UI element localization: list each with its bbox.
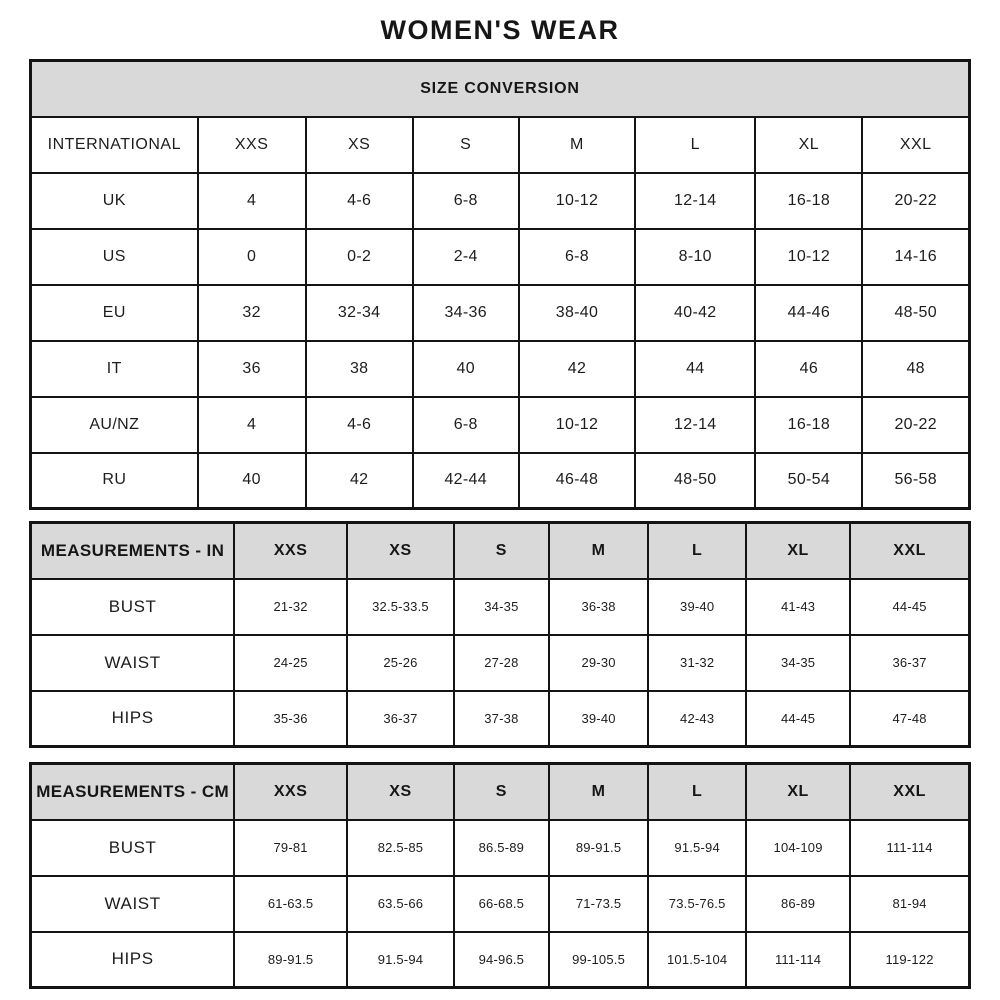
cell-value: 86.5-89: [454, 820, 549, 876]
size-header-l: L: [648, 764, 746, 820]
row-label: RU: [31, 453, 198, 509]
cell-value: 111-114: [746, 932, 850, 988]
size-header-l: L: [648, 523, 746, 579]
size-header-m: M: [549, 523, 649, 579]
cell-value: 94-96.5: [454, 932, 549, 988]
cell-value: 36-37: [347, 691, 454, 747]
cell-value: 71-73.5: [549, 876, 649, 932]
cell-value: 4: [198, 173, 306, 229]
row-label: BUST: [31, 579, 235, 635]
measurements-cm-table: [29, 762, 971, 989]
column-header-l: L: [635, 117, 755, 173]
cell-value: 111-114: [850, 820, 969, 876]
cell-value: 91.5-94: [648, 820, 746, 876]
cell-value: 119-122: [850, 932, 969, 988]
size-header-xs: XS: [347, 764, 454, 820]
row-label: WAIST: [31, 876, 235, 932]
cell-value: 0: [198, 229, 306, 285]
cell-value: 101.5-104: [648, 932, 746, 988]
measurements-cm-header: MEASUREMENTS - CM: [31, 764, 235, 820]
cell-value: 35-36: [234, 691, 347, 747]
table-row: [31, 285, 970, 341]
cell-value: 20-22: [862, 173, 969, 229]
cell-value: 25-26: [347, 635, 454, 691]
cell-value: 8-10: [635, 229, 755, 285]
size-header-s: S: [454, 523, 549, 579]
page-title: WOMEN'S WEAR: [380, 15, 620, 45]
column-header-xxl: XXL: [862, 117, 969, 173]
cell-value: 47-48: [850, 691, 969, 747]
cell-value: 32-34: [306, 285, 413, 341]
cell-value: 10-12: [519, 173, 635, 229]
table-row: [31, 932, 970, 988]
cell-value: 20-22: [862, 397, 969, 453]
column-header-xxs: XXS: [198, 117, 306, 173]
row-label: HIPS: [31, 932, 235, 988]
cell-value: 50-54: [755, 453, 862, 509]
cell-value: 42: [306, 453, 413, 509]
cell-value: 79-81: [234, 820, 347, 876]
column-header-international: INTERNATIONAL: [31, 117, 198, 173]
table-row: [31, 341, 970, 397]
cell-value: 44-45: [746, 691, 850, 747]
cell-value: 6-8: [413, 173, 519, 229]
cell-value: 46: [755, 341, 862, 397]
row-label: US: [31, 229, 198, 285]
size-conversion-columns-row: [31, 117, 970, 173]
cell-value: 24-25: [234, 635, 347, 691]
cell-value: 48: [862, 341, 969, 397]
cell-value: 10-12: [755, 229, 862, 285]
cell-value: 44-45: [850, 579, 969, 635]
table-row: [31, 635, 970, 691]
cell-value: 73.5-76.5: [648, 876, 746, 932]
size-header-xl: XL: [746, 764, 850, 820]
size-header-xxs: XXS: [234, 523, 347, 579]
cell-value: 104-109: [746, 820, 850, 876]
cell-value: 6-8: [413, 397, 519, 453]
cell-value: 61-63.5: [234, 876, 347, 932]
cell-value: 39-40: [648, 579, 746, 635]
table-row: [31, 229, 970, 285]
size-conversion-header: SIZE CONVERSION: [31, 61, 970, 117]
row-label: HIPS: [31, 691, 235, 747]
table-row: [31, 820, 970, 876]
cell-value: 21-32: [234, 579, 347, 635]
size-header-xl: XL: [746, 523, 850, 579]
table-row: [31, 453, 970, 509]
cell-value: 16-18: [755, 173, 862, 229]
cell-value: 40: [198, 453, 306, 509]
cell-value: 32: [198, 285, 306, 341]
row-label: WAIST: [31, 635, 235, 691]
cell-value: 6-8: [519, 229, 635, 285]
cell-value: 34-35: [454, 579, 549, 635]
table-row: [31, 173, 970, 229]
cell-value: 44: [635, 341, 755, 397]
cell-value: 40-42: [635, 285, 755, 341]
measurements-in-header: MEASUREMENTS - IN: [31, 523, 235, 579]
cell-value: 56-58: [862, 453, 969, 509]
cell-value: 99-105.5: [549, 932, 649, 988]
cell-value: 4-6: [306, 397, 413, 453]
size-conversion-banner-row: [31, 61, 970, 117]
row-label: UK: [31, 173, 198, 229]
size-header-xxl: XXL: [850, 764, 969, 820]
cell-value: 42: [519, 341, 635, 397]
column-header-s: S: [413, 117, 519, 173]
cell-value: 44-46: [755, 285, 862, 341]
measurements-in-body: [31, 579, 970, 747]
row-label: IT: [31, 341, 198, 397]
row-label: BUST: [31, 820, 235, 876]
table-row: [31, 691, 970, 747]
measurements-in-table: [29, 521, 971, 748]
cell-value: 38-40: [519, 285, 635, 341]
size-header-xs: XS: [347, 523, 454, 579]
cell-value: 42-43: [648, 691, 746, 747]
cell-value: 41-43: [746, 579, 850, 635]
cell-value: 32.5-33.5: [347, 579, 454, 635]
cell-value: 63.5-66: [347, 876, 454, 932]
cell-value: 46-48: [519, 453, 635, 509]
cell-value: 39-40: [549, 691, 649, 747]
cell-value: 48-50: [635, 453, 755, 509]
cell-value: 31-32: [648, 635, 746, 691]
cell-value: 36: [198, 341, 306, 397]
cell-value: 81-94: [850, 876, 969, 932]
cell-value: 16-18: [755, 397, 862, 453]
cell-value: 29-30: [549, 635, 649, 691]
cell-value: 4-6: [306, 173, 413, 229]
column-header-m: M: [519, 117, 635, 173]
size-header-s: S: [454, 764, 549, 820]
cell-value: 66-68.5: [454, 876, 549, 932]
size-conversion-body: [31, 173, 970, 509]
row-label: AU/NZ: [31, 397, 198, 453]
cell-value: 0-2: [306, 229, 413, 285]
cell-value: 12-14: [635, 173, 755, 229]
cell-value: 2-4: [413, 229, 519, 285]
cell-value: 14-16: [862, 229, 969, 285]
cell-value: 36-38: [549, 579, 649, 635]
table-row: [31, 397, 970, 453]
cell-value: 27-28: [454, 635, 549, 691]
cell-value: 42-44: [413, 453, 519, 509]
cell-value: 37-38: [454, 691, 549, 747]
cell-value: 34-36: [413, 285, 519, 341]
measurements-cm-body: [31, 820, 970, 988]
cell-value: 36-37: [850, 635, 969, 691]
size-header-m: M: [549, 764, 649, 820]
cell-value: 89-91.5: [549, 820, 649, 876]
cell-value: 48-50: [862, 285, 969, 341]
cell-value: 34-35: [746, 635, 850, 691]
cell-value: 91.5-94: [347, 932, 454, 988]
cell-value: 86-89: [746, 876, 850, 932]
column-header-xs: XS: [306, 117, 413, 173]
cell-value: 38: [306, 341, 413, 397]
measurements-cm-header-row: [31, 764, 970, 820]
cell-value: 82.5-85: [347, 820, 454, 876]
cell-value: 12-14: [635, 397, 755, 453]
cell-value: 89-91.5: [234, 932, 347, 988]
cell-value: 4: [198, 397, 306, 453]
size-conversion-table: [29, 59, 971, 510]
table-row: [31, 876, 970, 932]
measurements-in-header-row: [31, 523, 970, 579]
cell-value: 10-12: [519, 397, 635, 453]
table-row: [31, 579, 970, 635]
row-label: EU: [31, 285, 198, 341]
size-header-xxl: XXL: [850, 523, 969, 579]
size-header-xxs: XXS: [234, 764, 347, 820]
cell-value: 40: [413, 341, 519, 397]
column-header-xl: XL: [755, 117, 862, 173]
